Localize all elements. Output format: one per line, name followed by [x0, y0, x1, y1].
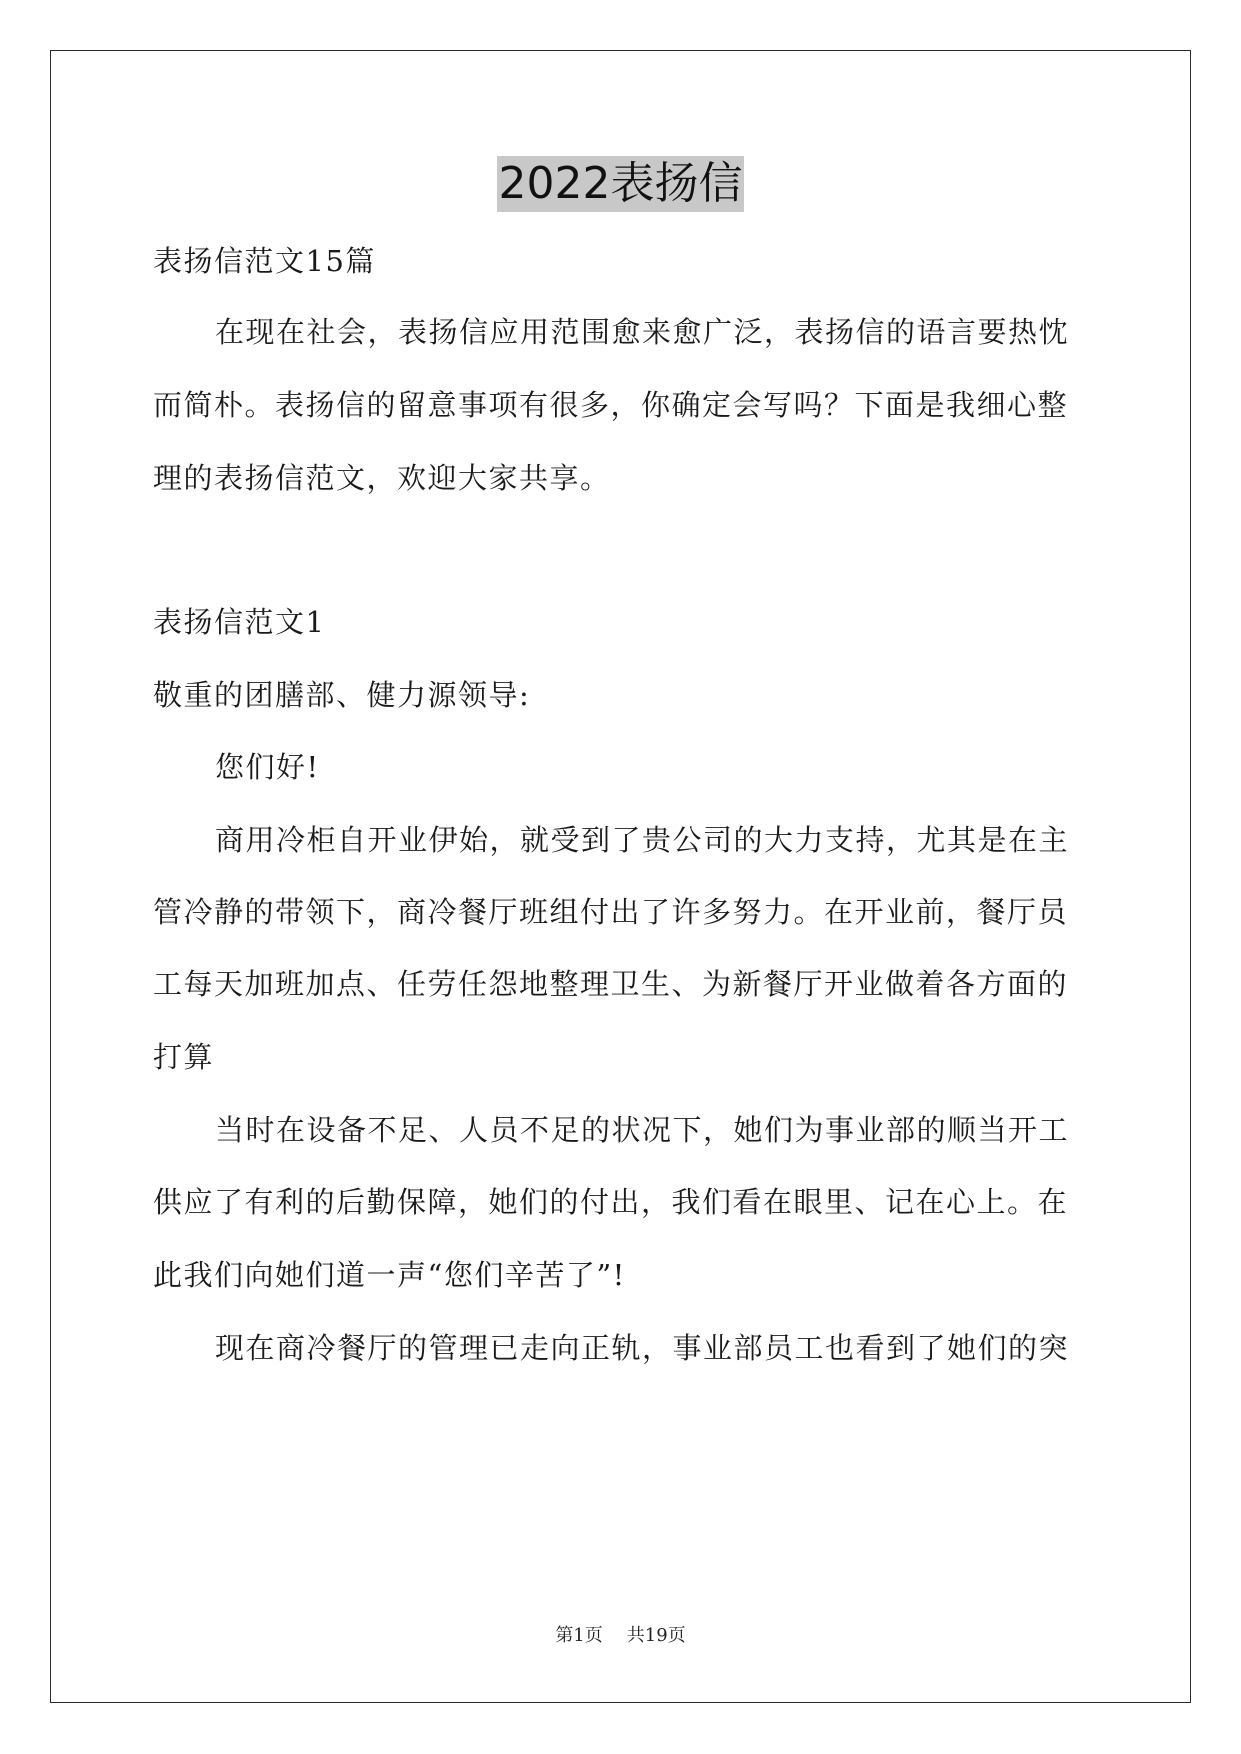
paragraph-line: 现在商冷餐厅的管理已走向正轨，事业部员工也看到了她们的突 [215, 1331, 1070, 1365]
section-heading: 表扬信范文1 [153, 605, 326, 639]
document-title: 2022表扬信 [497, 156, 745, 212]
page-total: 共19页 [626, 1625, 686, 1646]
page-border [50, 50, 1191, 1703]
paragraph-line: 而简朴。表扬信的留意事项有很多，你确定会写吗？下面是我细心整 [153, 388, 1069, 422]
paragraph-line: 工每天加班加点、任劳任怨地整理卫生、为新餐厅开业做着各方面的 [153, 967, 1069, 1001]
paragraph-line: 商用冷柜自开业伊始，就受到了贵公司的大力支持，尤其是在主 [215, 823, 1070, 857]
paragraph-line: 打算 [153, 1040, 215, 1074]
page-footer [0, 1621, 1241, 1647]
title-wrapper [0, 156, 1241, 212]
paragraph-line: 管冷静的带领下，商冷餐厅班组付出了许多努力。在开业前，餐厅员 [153, 895, 1069, 929]
paragraph-line: 供应了有利的后勤保障，她们的付出，我们看在眼里、记在心上。在 [153, 1185, 1069, 1219]
paragraph-line: 当时在设备不足、人员不足的状况下，她们为事业部的顺当开工 [215, 1113, 1070, 1147]
greeting-line: 您们好! [215, 750, 320, 784]
salutation-line: 敬重的团膳部、健力源领导: [153, 678, 531, 712]
paragraph-line: 理的表扬信范文，欢迎大家共享。 [153, 461, 611, 495]
page-number: 第1页 [555, 1625, 603, 1646]
paragraph-line: 此我们向她们道一声“您们辛苦了”! [153, 1258, 626, 1292]
subtitle-line: 表扬信范文15篇 [153, 244, 376, 278]
paragraph-line: 在现在社会，表扬信应用范围愈来愈广泛，表扬信的语言要热忱 [215, 315, 1070, 349]
